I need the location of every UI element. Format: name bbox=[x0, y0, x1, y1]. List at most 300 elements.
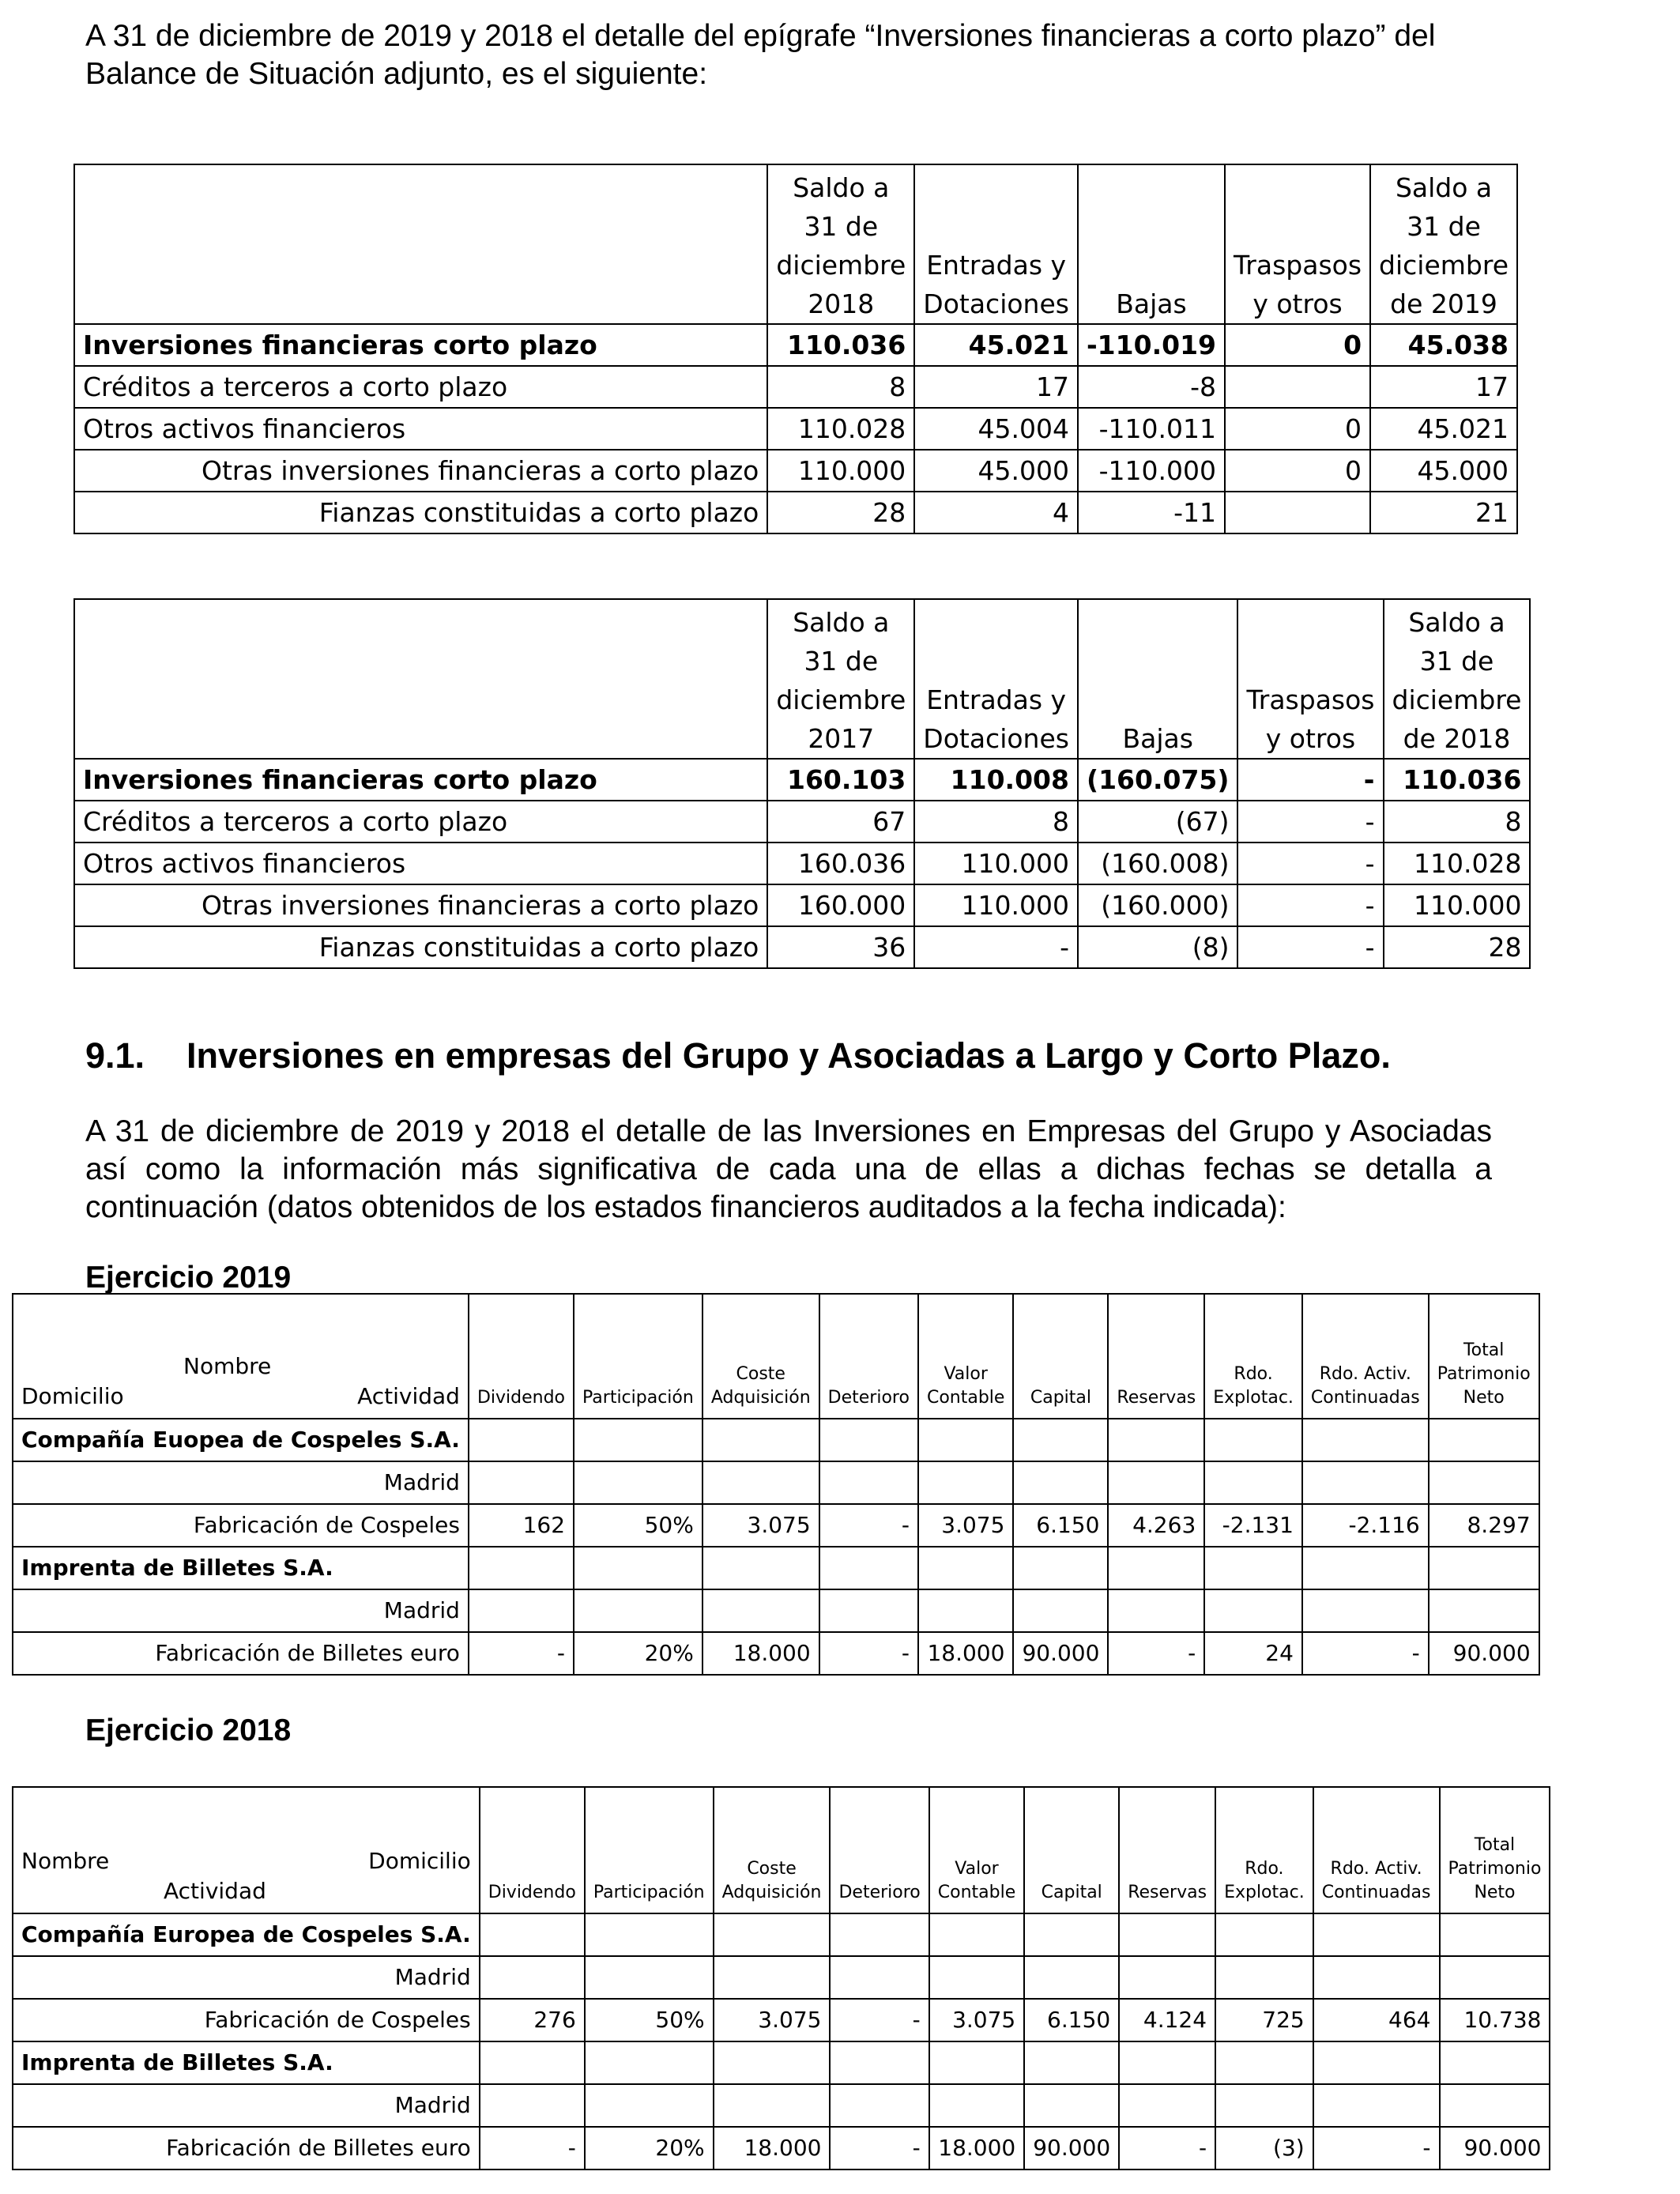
table-cell: 18.000 bbox=[929, 2127, 1024, 2169]
empty-cell bbox=[1119, 1956, 1215, 1999]
empty-cell bbox=[1108, 1589, 1204, 1632]
table-cell bbox=[1225, 492, 1370, 533]
empty-cell bbox=[480, 2041, 585, 2084]
table-cell: - bbox=[1237, 843, 1383, 884]
empty-cell bbox=[703, 1461, 819, 1504]
column-header bbox=[1302, 1294, 1429, 1419]
column-header bbox=[767, 599, 914, 759]
column-header-line: Rdo. bbox=[1234, 1364, 1273, 1384]
column-header-line: Valor bbox=[944, 1364, 988, 1384]
company-domicile: Madrid bbox=[13, 1461, 469, 1504]
empty-cell bbox=[1013, 1419, 1108, 1461]
header-domicilio: Domicilio bbox=[21, 1383, 124, 1409]
empty-cell bbox=[1119, 2041, 1215, 2084]
table-row bbox=[74, 926, 1530, 968]
table-row bbox=[74, 324, 1517, 366]
column-header bbox=[1215, 1787, 1313, 1913]
empty-cell bbox=[1204, 1461, 1302, 1504]
table-cell: 160.000 bbox=[767, 884, 914, 926]
table-cell: (8) bbox=[1078, 926, 1237, 968]
table-cell: - bbox=[1237, 884, 1383, 926]
column-header-line: Continuadas bbox=[1310, 1388, 1420, 1408]
table-cell: 3.075 bbox=[714, 1999, 831, 2041]
table-cell: - bbox=[1237, 801, 1383, 843]
column-header-line: Traspasos bbox=[1246, 684, 1375, 715]
column-header-line: 31 de bbox=[1419, 646, 1494, 677]
empty-cell bbox=[1302, 1547, 1429, 1589]
column-header-line: Saldo a bbox=[1395, 172, 1493, 203]
empty-cell bbox=[1013, 1589, 1108, 1632]
table-cell: 4.263 bbox=[1108, 1504, 1204, 1547]
table-cell: 20% bbox=[585, 2127, 714, 2169]
column-header bbox=[714, 1787, 831, 1913]
table-cell: 276 bbox=[480, 1999, 585, 2041]
subheading-2019: Ejercicio 2019 bbox=[85, 1261, 292, 1295]
table-cell: -2.116 bbox=[1302, 1504, 1429, 1547]
column-header bbox=[914, 599, 1078, 759]
column-header-line: diciembre bbox=[776, 250, 906, 281]
empty-cell bbox=[830, 1913, 929, 1956]
row-label: Fianzas constituidas a corto plazo bbox=[74, 926, 767, 968]
empty-cell bbox=[1440, 1913, 1550, 1956]
table-cell: - bbox=[1313, 2127, 1440, 2169]
table-cell: 0 bbox=[1225, 324, 1370, 366]
column-header bbox=[1078, 164, 1225, 324]
table-cell bbox=[1225, 366, 1370, 408]
column-header bbox=[1429, 1294, 1539, 1419]
table-cell: 21 bbox=[1370, 492, 1517, 533]
table-cell: 45.000 bbox=[1370, 450, 1517, 492]
column-header-line: Contable bbox=[926, 1388, 1005, 1408]
column-header-line: Coste bbox=[747, 1859, 797, 1879]
empty-cell bbox=[1440, 1956, 1550, 1999]
company-activity: Fabricación de Cospeles bbox=[13, 1999, 480, 2041]
header-line bbox=[21, 1846, 471, 1876]
section-paragraph: A 31 de diciembre de 2019 y 2018 el detalle de las Inversiones en Empresas del Grupo y Asociadas así como la información más significativa de cada una de ellas a dichas fechas se detalla a continuación (datos obtenidos de los estados financieros auditados a la fecha indicada): bbox=[85, 1114, 1492, 1224]
group-companies-table-2018 bbox=[12, 1786, 1550, 2170]
empty-cell bbox=[714, 1956, 831, 1999]
table-cell: 90.000 bbox=[1024, 2127, 1119, 2169]
empty-cell bbox=[480, 1913, 585, 1956]
table-cell: 3.075 bbox=[929, 1999, 1024, 2041]
column-header-line: Saldo a bbox=[793, 607, 890, 638]
section-heading bbox=[85, 1034, 1391, 1078]
column-header-line: Bajas bbox=[1116, 288, 1187, 319]
table-cell: 20% bbox=[574, 1632, 703, 1675]
company-domicile: Madrid bbox=[13, 1956, 480, 1999]
header-row bbox=[74, 164, 1517, 324]
empty-cell bbox=[1215, 1956, 1313, 1999]
company-domicile: Madrid bbox=[13, 1589, 469, 1632]
column-header-line: Saldo a bbox=[793, 172, 890, 203]
table-cell: - bbox=[480, 2127, 585, 2169]
column-header-line: Neto bbox=[1463, 1388, 1505, 1408]
table-cell: - bbox=[1302, 1632, 1429, 1675]
table-cell: -110.000 bbox=[1078, 450, 1225, 492]
table-cell: (160.000) bbox=[1078, 884, 1237, 926]
column-header-line: Patrimonio bbox=[1437, 1364, 1531, 1384]
column-header bbox=[574, 1294, 703, 1419]
empty-cell bbox=[1313, 2084, 1440, 2127]
header-actividad: Actividad bbox=[164, 1878, 266, 1904]
column-header bbox=[918, 1294, 1013, 1419]
table-cell: 4 bbox=[914, 492, 1078, 533]
header-row bbox=[13, 1787, 1550, 1913]
empty-cell bbox=[469, 1589, 574, 1632]
table-cell: 0 bbox=[1225, 408, 1370, 450]
column-header bbox=[830, 1787, 929, 1913]
company-values-row bbox=[13, 2127, 1550, 2169]
company-name: Compañía Euopea de Cospeles S.A. bbox=[13, 1419, 469, 1461]
table-cell: -110.011 bbox=[1078, 408, 1225, 450]
column-header bbox=[1384, 599, 1531, 759]
column-header bbox=[469, 1294, 574, 1419]
table-cell: 67 bbox=[767, 801, 914, 843]
empty-cell bbox=[574, 1419, 703, 1461]
table-cell: 28 bbox=[767, 492, 914, 533]
empty-cell bbox=[574, 1547, 703, 1589]
column-header bbox=[1119, 1787, 1215, 1913]
column-header-line: Continuadas bbox=[1321, 1883, 1431, 1902]
row-label: Otros activos financieros bbox=[74, 843, 767, 884]
table-cell: 110.028 bbox=[1384, 843, 1531, 884]
table-row bbox=[74, 492, 1517, 533]
empty-cell bbox=[1013, 1547, 1108, 1589]
table-cell: -110.019 bbox=[1078, 324, 1225, 366]
empty-cell bbox=[830, 2084, 929, 2127]
table-cell: 8.297 bbox=[1429, 1504, 1539, 1547]
empty-cell bbox=[703, 1547, 819, 1589]
column-header-line: 2017 bbox=[808, 723, 875, 754]
empty-cell bbox=[480, 2084, 585, 2127]
empty-cell bbox=[585, 1913, 714, 1956]
column-header-line: Participación bbox=[582, 1388, 694, 1408]
column-header-line: Entradas y bbox=[926, 250, 1067, 281]
empty-cell bbox=[1429, 1547, 1539, 1589]
header-cell-empty bbox=[74, 164, 767, 324]
empty-cell bbox=[929, 2041, 1024, 2084]
column-header-line: 31 de bbox=[804, 646, 879, 677]
empty-cell bbox=[469, 1461, 574, 1504]
column-header-line: Total bbox=[1474, 1835, 1516, 1855]
column-header-line: de 2019 bbox=[1390, 288, 1497, 319]
table-cell: (67) bbox=[1078, 801, 1237, 843]
empty-cell bbox=[585, 2041, 714, 2084]
empty-cell bbox=[585, 2084, 714, 2127]
column-header-line: Dividendo bbox=[477, 1388, 566, 1408]
table-cell: 110.036 bbox=[1384, 759, 1531, 801]
column-header-line: Dotaciones bbox=[923, 288, 1069, 319]
empty-cell bbox=[918, 1589, 1013, 1632]
empty-cell bbox=[1024, 1956, 1119, 1999]
table-row bbox=[74, 843, 1530, 884]
column-header-line: y otros bbox=[1252, 288, 1343, 319]
empty-cell bbox=[1302, 1461, 1429, 1504]
empty-cell bbox=[1108, 1461, 1204, 1504]
column-header bbox=[819, 1294, 918, 1419]
table-cell: 18.000 bbox=[918, 1632, 1013, 1675]
column-header-line: Reservas bbox=[1117, 1388, 1196, 1408]
empty-cell bbox=[1204, 1419, 1302, 1461]
column-header bbox=[1024, 1787, 1119, 1913]
header-row bbox=[13, 1294, 1539, 1419]
header-cell-empty bbox=[74, 599, 767, 759]
empty-cell bbox=[574, 1461, 703, 1504]
empty-cell bbox=[714, 2084, 831, 2127]
row-label: Créditos a terceros a corto plazo bbox=[74, 801, 767, 843]
table-cell: - bbox=[1108, 1632, 1204, 1675]
empty-cell bbox=[819, 1461, 918, 1504]
empty-cell bbox=[1429, 1589, 1539, 1632]
empty-cell bbox=[1024, 1913, 1119, 1956]
table-cell: 110.000 bbox=[1384, 884, 1531, 926]
section-number: 9.1. bbox=[85, 1035, 145, 1076]
table-cell: - bbox=[1237, 759, 1383, 801]
table-cell: 110.028 bbox=[767, 408, 914, 450]
column-header-line: Bajas bbox=[1122, 723, 1193, 754]
column-header-line: Valor bbox=[955, 1859, 999, 1879]
table-cell: 45.021 bbox=[914, 324, 1078, 366]
empty-cell bbox=[929, 1956, 1024, 1999]
column-header-line: Explotac. bbox=[1224, 1883, 1305, 1902]
column-header-line: Patrimonio bbox=[1448, 1859, 1542, 1879]
company-domicile: Madrid bbox=[13, 2084, 480, 2127]
table-cell: 3.075 bbox=[918, 1504, 1013, 1547]
table-cell: 6.150 bbox=[1024, 1999, 1119, 2041]
table-cell: (3) bbox=[1215, 2127, 1313, 2169]
table-cell: 28 bbox=[1384, 926, 1531, 968]
column-header-line: Coste bbox=[736, 1364, 785, 1384]
company-name: Imprenta de Billetes S.A. bbox=[13, 1547, 469, 1589]
company-name-row bbox=[13, 1913, 1550, 1956]
table-cell: 50% bbox=[574, 1504, 703, 1547]
column-header-entity bbox=[13, 1787, 480, 1913]
empty-cell bbox=[574, 1589, 703, 1632]
empty-cell bbox=[1302, 1589, 1429, 1632]
empty-cell bbox=[703, 1589, 819, 1632]
column-header-line: 31 de bbox=[1407, 211, 1481, 242]
company-name: Compañía Europea de Cospeles S.A. bbox=[13, 1913, 480, 1956]
table-cell: 110.036 bbox=[767, 324, 914, 366]
table-cell: -11 bbox=[1078, 492, 1225, 533]
column-header-line: Dotaciones bbox=[923, 723, 1069, 754]
row-label: Inversiones financieras corto plazo bbox=[74, 759, 767, 801]
column-header-line: Deterioro bbox=[838, 1883, 921, 1902]
row-label: Fianzas constituidas a corto plazo bbox=[74, 492, 767, 533]
column-header-line: de 2018 bbox=[1403, 723, 1511, 754]
company-name-row bbox=[13, 1547, 1539, 1589]
company-activity: Fabricación de Billetes euro bbox=[13, 1632, 469, 1675]
section-title: Inversiones en empresas del Grupo y Asociadas a Largo y Corto Plazo. bbox=[186, 1035, 1391, 1076]
table-cell: 10.738 bbox=[1440, 1999, 1550, 2041]
table-cell: 8 bbox=[767, 366, 914, 408]
table-row bbox=[74, 884, 1530, 926]
empty-cell bbox=[1440, 2041, 1550, 2084]
row-label: Otros activos financieros bbox=[74, 408, 767, 450]
company-domicile-row bbox=[13, 2084, 1550, 2127]
row-label: Otras inversiones financieras a corto plazo bbox=[74, 450, 767, 492]
company-domicile-row bbox=[13, 1589, 1539, 1632]
short-term-investments-table-2018 bbox=[73, 598, 1531, 969]
column-header-line: Reservas bbox=[1128, 1883, 1207, 1902]
column-header bbox=[1225, 164, 1370, 324]
empty-cell bbox=[929, 2084, 1024, 2127]
company-values-row bbox=[13, 1632, 1539, 1675]
table-cell: 464 bbox=[1313, 1999, 1440, 2041]
column-header bbox=[480, 1787, 585, 1913]
empty-cell bbox=[918, 1547, 1013, 1589]
table-cell: 50% bbox=[585, 1999, 714, 2041]
table-row bbox=[74, 366, 1517, 408]
empty-cell bbox=[1215, 1913, 1313, 1956]
table-cell: 90.000 bbox=[1440, 2127, 1550, 2169]
table-cell: - bbox=[1119, 2127, 1215, 2169]
empty-cell bbox=[1204, 1589, 1302, 1632]
group-companies-table-2019 bbox=[12, 1293, 1540, 1676]
column-header-line: Entradas y bbox=[926, 684, 1067, 715]
empty-cell bbox=[1313, 2041, 1440, 2084]
table-cell: 24 bbox=[1204, 1632, 1302, 1675]
column-header-line: Capital bbox=[1041, 1883, 1102, 1902]
table-cell: 17 bbox=[1370, 366, 1517, 408]
table-cell: 18.000 bbox=[703, 1632, 819, 1675]
empty-cell bbox=[1119, 1913, 1215, 1956]
company-values-row bbox=[13, 1999, 1550, 2041]
column-header bbox=[1078, 599, 1237, 759]
table-cell: (160.008) bbox=[1078, 843, 1237, 884]
intro-paragraph: A 31 de diciembre de 2019 y 2018 el detalle del epígrafe “Inversiones financieras a corto plazo” del Balance de Situación adjunto, es el siguiente: bbox=[85, 19, 1436, 91]
table-cell: 110.000 bbox=[767, 450, 914, 492]
header-row bbox=[74, 599, 1530, 759]
column-header-line: Explotac. bbox=[1213, 1388, 1294, 1408]
column-header bbox=[1237, 599, 1383, 759]
company-activity: Fabricación de Billetes euro bbox=[13, 2127, 480, 2169]
table-cell: 110.000 bbox=[914, 884, 1078, 926]
empty-cell bbox=[703, 1419, 819, 1461]
table-cell: 90.000 bbox=[1013, 1632, 1108, 1675]
empty-cell bbox=[1302, 1419, 1429, 1461]
row-label: Inversiones financieras corto plazo bbox=[74, 324, 767, 366]
table-cell: 160.103 bbox=[767, 759, 914, 801]
subheading-2018: Ejercicio 2018 bbox=[85, 1713, 292, 1747]
column-header-line: Rdo. Activ. bbox=[1319, 1364, 1411, 1384]
column-header-line: Neto bbox=[1474, 1883, 1516, 1902]
empty-cell bbox=[1204, 1547, 1302, 1589]
empty-cell bbox=[830, 2041, 929, 2084]
column-header-line: Contable bbox=[937, 1883, 1016, 1902]
table-cell: 3.075 bbox=[703, 1504, 819, 1547]
table-row bbox=[74, 801, 1530, 843]
empty-cell bbox=[1215, 2084, 1313, 2127]
table-cell: 45.000 bbox=[914, 450, 1078, 492]
table-cell: - bbox=[830, 1999, 929, 2041]
table-cell: 162 bbox=[469, 1504, 574, 1547]
table-cell: - bbox=[469, 1632, 574, 1675]
table-cell: 0 bbox=[1225, 450, 1370, 492]
row-label: Créditos a terceros a corto plazo bbox=[74, 366, 767, 408]
table-cell: 6.150 bbox=[1013, 1504, 1108, 1547]
table-cell: (160.075) bbox=[1078, 759, 1237, 801]
table-cell: 4.124 bbox=[1119, 1999, 1215, 2041]
empty-cell bbox=[714, 2041, 831, 2084]
empty-cell bbox=[819, 1547, 918, 1589]
empty-cell bbox=[1024, 2041, 1119, 2084]
table-cell: 17 bbox=[914, 366, 1078, 408]
empty-cell bbox=[918, 1419, 1013, 1461]
table-cell: 36 bbox=[767, 926, 914, 968]
column-header-line: Adquisición bbox=[710, 1388, 811, 1408]
empty-cell bbox=[1313, 1913, 1440, 1956]
table-cell: - bbox=[1237, 926, 1383, 968]
empty-cell bbox=[480, 1956, 585, 1999]
empty-cell bbox=[929, 1913, 1024, 1956]
column-header-line: Capital bbox=[1030, 1388, 1091, 1408]
table-cell: 110.008 bbox=[914, 759, 1078, 801]
empty-cell bbox=[819, 1589, 918, 1632]
company-name: Imprenta de Billetes S.A. bbox=[13, 2041, 480, 2084]
table-cell: - bbox=[819, 1632, 918, 1675]
short-term-investments-table-2019 bbox=[73, 164, 1518, 534]
empty-cell bbox=[1108, 1547, 1204, 1589]
table-cell: 45.004 bbox=[914, 408, 1078, 450]
empty-cell bbox=[918, 1461, 1013, 1504]
table-cell: 18.000 bbox=[714, 2127, 831, 2169]
company-name-row bbox=[13, 2041, 1550, 2084]
column-header-line: diciembre bbox=[1379, 250, 1509, 281]
header-actividad: Actividad bbox=[357, 1383, 460, 1409]
empty-cell bbox=[819, 1419, 918, 1461]
empty-cell bbox=[1013, 1461, 1108, 1504]
column-header-line: Traspasos bbox=[1234, 250, 1362, 281]
column-header bbox=[1370, 164, 1517, 324]
column-header-entity bbox=[13, 1294, 469, 1419]
empty-cell bbox=[1429, 1419, 1539, 1461]
table-cell: 725 bbox=[1215, 1999, 1313, 2041]
column-header-line: diciembre bbox=[776, 684, 906, 715]
empty-cell bbox=[585, 1956, 714, 1999]
column-header-line: 31 de bbox=[804, 211, 879, 242]
column-header-line: Rdo. bbox=[1245, 1859, 1284, 1879]
company-values-row bbox=[13, 1504, 1539, 1547]
column-header bbox=[767, 164, 914, 324]
table-row bbox=[74, 450, 1517, 492]
table-cell: 8 bbox=[1384, 801, 1531, 843]
column-header-line: Saldo a bbox=[1408, 607, 1505, 638]
column-header bbox=[1204, 1294, 1302, 1419]
column-header-line: Dividendo bbox=[488, 1883, 576, 1902]
column-header-line: Adquisición bbox=[721, 1883, 822, 1902]
table-row bbox=[74, 408, 1517, 450]
row-label: Otras inversiones financieras a corto plazo bbox=[74, 884, 767, 926]
empty-cell bbox=[830, 1956, 929, 1999]
empty-cell bbox=[469, 1547, 574, 1589]
table-cell: -2.131 bbox=[1204, 1504, 1302, 1547]
table-cell: 160.036 bbox=[767, 843, 914, 884]
column-header bbox=[585, 1787, 714, 1913]
column-header bbox=[929, 1787, 1024, 1913]
table-cell: 110.000 bbox=[914, 843, 1078, 884]
empty-cell bbox=[1215, 2041, 1313, 2084]
column-header-line: Rdo. Activ. bbox=[1330, 1859, 1422, 1879]
column-header bbox=[1013, 1294, 1108, 1419]
column-header bbox=[703, 1294, 819, 1419]
company-activity: Fabricación de Cospeles bbox=[13, 1504, 469, 1547]
header-domicilio: Domicilio bbox=[368, 1848, 471, 1874]
column-header bbox=[914, 164, 1078, 324]
empty-cell bbox=[714, 1913, 831, 1956]
empty-cell bbox=[1313, 1956, 1440, 1999]
column-header bbox=[1108, 1294, 1204, 1419]
